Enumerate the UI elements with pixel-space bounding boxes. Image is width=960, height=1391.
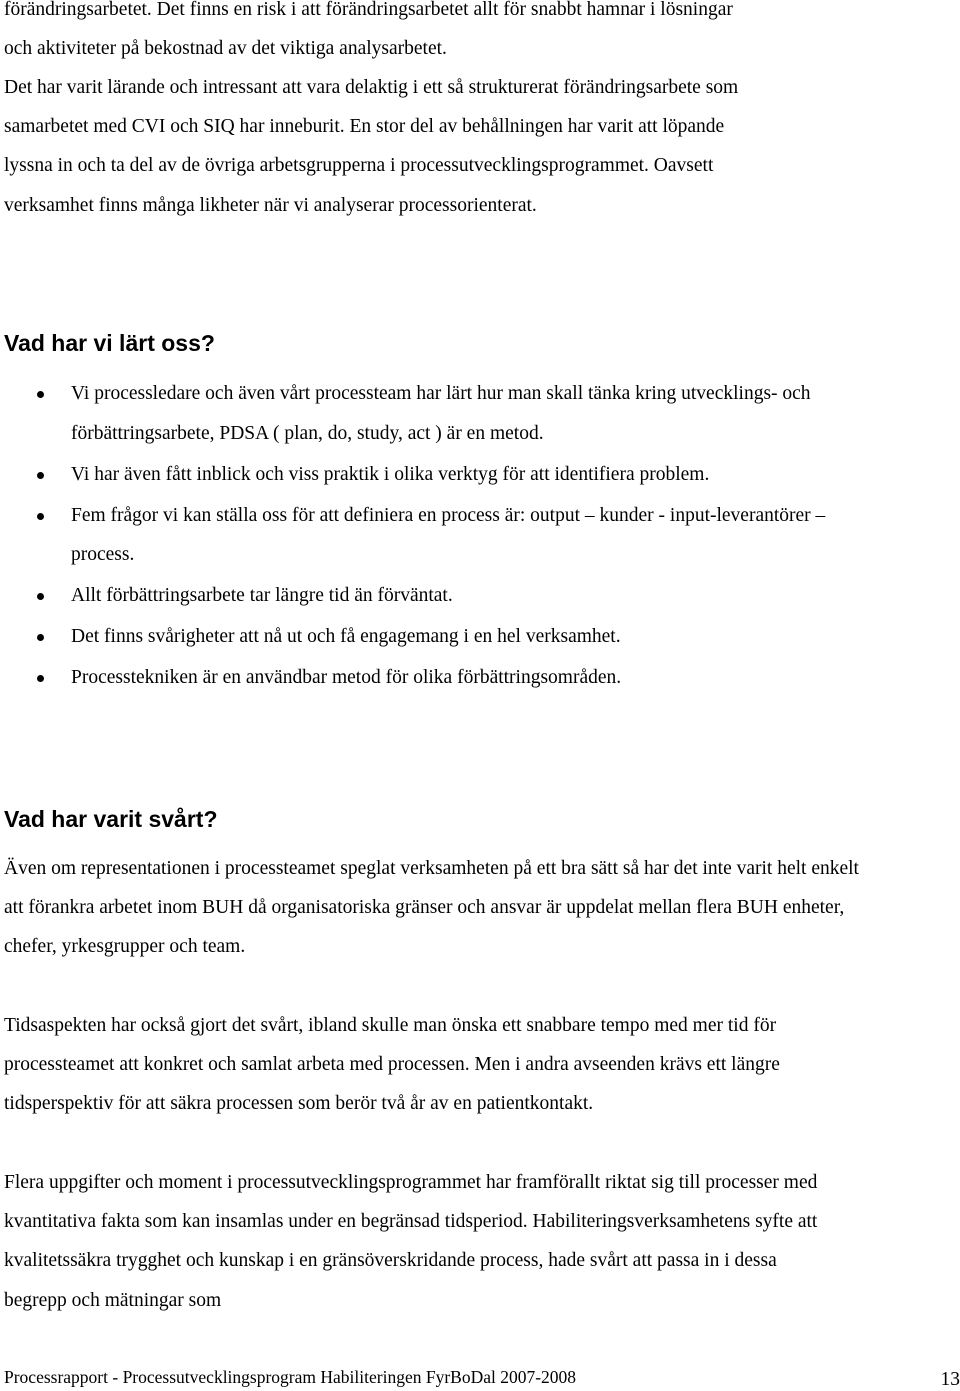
list-item-text: Vi processledare och även vårt processteam har lärt hur man skall tänka kring utvecklings- och förbättringsarbete, PDSA ( plan, do, study, act ) är en metod.	[71, 383, 811, 444]
bullet-icon	[37, 634, 44, 641]
list-item	[0, 576, 900, 616]
list-item-text: Allt förbättringsarbete tar längre tid än förväntat.	[71, 585, 453, 606]
list-item	[0, 455, 900, 495]
list-item-text: Processtekniken är en användbar metod för olika förbättringsområden.	[71, 667, 621, 688]
difficult-paragraph-3: Flera uppgifter och moment i processutvecklingsprogrammet har framförallt riktat sig till processer med kvantitativa fakta som kan insamlas under en begränsad tidsperiod. Habiliteringsverksamhetens syfte att kvalitetssäkra trygghet och kunskap i en gränsöverskridande process, hade svårt att passa in i dessa begrepp och mätningar som	[4, 1163, 824, 1320]
list-item	[0, 496, 831, 575]
reflection-line-2: samarbetet med CVI och SIQ har inneburit. En stor del av behållningen har varit att löpande	[4, 116, 724, 137]
bullet-icon	[37, 675, 44, 682]
bullet-icon	[37, 593, 44, 600]
difficult-paragraph-1: Även om representationen i processteamet speglat verksamheten på ett bra sätt så har det inte varit helt enkelt att förankra arbetet inom BUH då organisatoriska gränser och ansvar är uppdelat mellan flera BUH enheter, chefer, yrkesgrupper och team.	[4, 849, 859, 967]
list-item	[0, 617, 900, 657]
footer-title: Processrapport - Processutvecklingsprogram Habiliteringen FyrBoDal 2007-2008	[4, 1366, 576, 1388]
list-item-text: Fem frågor vi kan ställa oss för att definiera en process är: output – kunder - input-leverantörer – process.	[71, 505, 825, 566]
reflection-line-3: lyssna in och ta del av de övriga arbetsgrupperna i processutvecklingsprogrammet. Oavsett	[4, 155, 713, 176]
list-item-text: Vi har även fått inblick och viss praktik i olika verktyg för att identifiera problem.	[71, 464, 709, 485]
learned-bullet-list	[0, 374, 900, 699]
heading-difficult: Vad har varit svårt?	[4, 804, 218, 834]
reflection-paragraph	[4, 68, 944, 225]
intro-paragraph	[4, 0, 944, 68]
bullet-icon	[37, 472, 44, 479]
list-item-text: Det finns svårigheter att nå ut och få engagemang i en hel verksamhet.	[71, 626, 621, 647]
page-number: 13	[941, 1369, 960, 1391]
reflection-line-4: verksamhet finns många likheter när vi analyserar processorienterat.	[4, 195, 537, 216]
bullet-icon	[37, 513, 44, 520]
intro-line-1: förändringsarbetet. Det finns en risk i att förändringsarbetet allt för snabbt hamnar i lösningar	[4, 0, 733, 20]
intro-line-2: och aktiviteter på bekostnad av det viktiga analysarbetet.	[4, 38, 447, 59]
list-item	[0, 658, 900, 698]
bullet-icon	[37, 391, 44, 398]
difficult-paragraph-2: Tidsaspekten har också gjort det svårt, ibland skulle man önska ett snabbare tempo med mer tid för processteamet att konkret och samlat arbeta med processen. Men i andra avseenden krävs ett längre tidsperspektiv för att säkra processen som berör två år av en patientkontakt.	[4, 1006, 849, 1124]
reflection-line-1: Det har varit lärande och intressant att vara delaktig i ett så strukturerat förändringsarbete som	[4, 77, 738, 98]
list-item	[0, 374, 831, 453]
heading-learned: Vad har vi lärt oss?	[4, 328, 215, 358]
